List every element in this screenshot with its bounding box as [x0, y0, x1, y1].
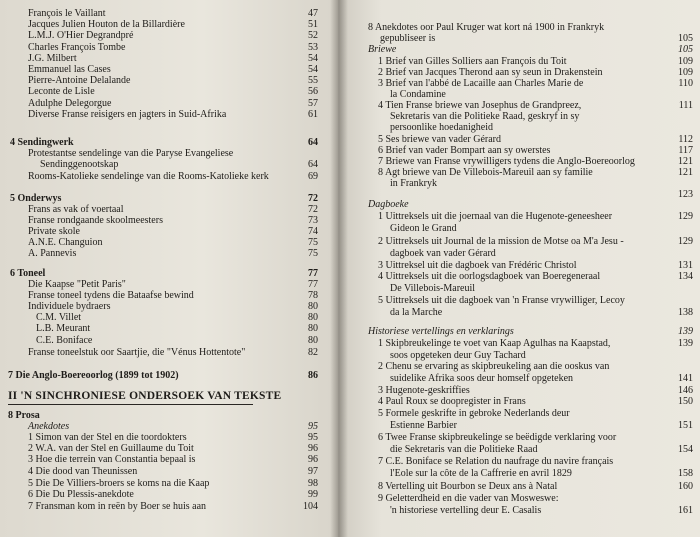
- toc-entry-page-number: 77: [308, 279, 318, 290]
- toc-entry-page-number: 72: [308, 193, 318, 204]
- book-gutter: [330, 0, 348, 537]
- toc-entry-title: in Frankryk: [390, 178, 437, 189]
- toc-entry-title: Franse toneel tydens die Bataafse bewind: [28, 290, 194, 301]
- toc-entry-title: Pierre-Antoine Delalande: [28, 75, 131, 86]
- toc-entry-page-number: 134: [678, 271, 693, 282]
- toc-entry-title: 5 Die De Villiers-broers se koms na die Kaap: [28, 478, 210, 489]
- section-rule: [8, 404, 253, 405]
- toc-entry-title: Sendinggenootskap: [40, 159, 119, 170]
- toc-entry-title: gepubliseer is: [380, 33, 436, 44]
- toc-entry-page-number: 117: [678, 145, 693, 156]
- toc-entry-title: Sekretaris van die Politieke Raad, geskryf in sy: [390, 111, 580, 122]
- toc-entry-title: Jacques Julien Houton de la Billardière: [28, 19, 185, 30]
- toc-entry-page-number: 141: [678, 373, 693, 384]
- toc-entry-title: Leconte de Lisle: [28, 86, 95, 97]
- toc-entry-title: 7 Die Anglo-Boereoorlog (1899 tot 1902): [8, 370, 179, 381]
- toc-entry-page-number: 111: [678, 100, 693, 111]
- toc-entry-title: Individuele bydraers: [28, 301, 111, 312]
- toc-entry-title: Diverse Franse reisigers en jagters in Suid-Afrika: [28, 109, 227, 120]
- toc-entry-page-number: 82: [308, 347, 318, 358]
- toc-entry-page-number: 154: [678, 444, 693, 455]
- toc-entry-page-number: 129: [678, 211, 693, 222]
- toc-entry-title: Frans as vak of voertaal: [28, 204, 124, 215]
- toc-entry-title: Gideon le Grand: [390, 223, 457, 234]
- toc-entry-page-number: 78: [308, 290, 318, 301]
- toc-entry-page-number: 54: [308, 64, 318, 75]
- toc-entry-title: 6 Brief van vader Bompart aan sy owerstes: [378, 145, 551, 156]
- toc-entry-title: François le Vaillant: [28, 8, 106, 19]
- toc-entry-page-number: 52: [308, 30, 318, 41]
- toc-entry-page-number: 99: [308, 489, 318, 500]
- toc-entry-page-number: 158: [678, 468, 693, 479]
- toc-entry-page-number: 123: [678, 189, 693, 200]
- toc-entry-page-number: 112: [678, 134, 693, 145]
- toc-entry-title: Emmanuel las Cases: [28, 64, 111, 75]
- toc-entry-page-number: 51: [308, 19, 318, 30]
- toc-entry-title: Die Kaapse "Petit Paris": [28, 279, 126, 290]
- toc-entry-title: 1 Simon van der Stel en die toordokters: [28, 432, 187, 443]
- toc-entry-title: persoonlike hoedanigheid: [390, 122, 494, 133]
- toc-entry-page-number: 139: [678, 326, 693, 337]
- toc-entry-page-number: 55: [308, 75, 318, 86]
- toc-entry-page-number: 109: [678, 56, 693, 67]
- toc-entry-page-number: 109: [678, 67, 693, 78]
- toc-entry-title: 4 Paul Roux se doopregister in Frans: [378, 396, 526, 407]
- toc-entry-page-number: 161: [678, 505, 693, 516]
- toc-entry-page-number: 56: [308, 86, 318, 97]
- toc-entry-title: A. Pannevis: [28, 248, 77, 259]
- toc-entry-title: 6 Die Du Plessis-anekdote: [28, 489, 134, 500]
- toc-entry-page-number: 105: [678, 33, 693, 44]
- toc-entry-page-number: 61: [308, 109, 318, 120]
- toc-entry-page-number: 75: [308, 237, 318, 248]
- toc-entry-page-number: 74: [308, 226, 318, 237]
- toc-entry-title: dagboek van vader Gérard: [390, 248, 496, 259]
- toc-entry-page-number: 57: [308, 98, 318, 109]
- toc-entry-page-number: 80: [308, 301, 318, 312]
- toc-entry-title: 2 Chenu se ervaring as skipbreukeling aan die ooskus van: [378, 361, 610, 372]
- toc-entry-title: Estienne Barbier: [390, 420, 457, 431]
- toc-entry-page-number: 80: [308, 335, 318, 346]
- toc-entry-page-number: 110: [678, 78, 693, 89]
- toc-entry-title: 3 Hoe die terrein van Constantia bepaal is: [28, 454, 196, 465]
- toc-entry-title: De Villebois-Mareuil: [390, 283, 476, 294]
- toc-entry-page-number: 139: [678, 338, 693, 349]
- toc-entry-title: 6 Toneel: [10, 268, 46, 279]
- toc-entry-title: J.G. Milbert: [28, 53, 77, 64]
- toc-entry-title: 3 Hugenote-geskriffies: [378, 385, 470, 396]
- toc-entry-title: 2 Uittreksels uit Journal de la mission de Motse oa M'a Jesu -: [378, 236, 624, 247]
- toc-entry-title: 4 Tien Franse briewe van Josephus de Grandpreez,: [378, 100, 582, 111]
- toc-entry-page-number: 98: [308, 478, 318, 489]
- toc-entry-title: 5 Ses briewe van vader Gérard: [378, 134, 502, 145]
- toc-entry-title: C.M. Villet: [36, 312, 82, 323]
- right-page: [338, 0, 700, 537]
- toc-entry-title: Private skole: [28, 226, 80, 237]
- toc-entry-title: 4 Die dood van Theunissen: [28, 466, 138, 477]
- toc-entry-title: 4 Sendingwerk: [10, 137, 74, 148]
- toc-entry-title: Anekdotes: [28, 421, 70, 432]
- left-page: [0, 0, 338, 537]
- toc-entry-title: L.B. Meurant: [36, 323, 91, 334]
- toc-entry-page-number: 47: [308, 8, 318, 19]
- toc-entry-page-number: 95: [308, 421, 318, 432]
- toc-entry-page-number: 80: [308, 323, 318, 334]
- toc-entry-title: 2 Brief van Jacques Therond aan sy seun in Drakenstein: [378, 67, 603, 78]
- toc-entry-page-number: 77: [308, 268, 318, 279]
- toc-entry-title: II 'N SINCHRONIESE ONDERSOEK VAN TEKSTE: [8, 390, 282, 402]
- toc-entry-page-number: 96: [308, 443, 318, 454]
- toc-entry-page-number: 121: [678, 167, 693, 178]
- toc-entry-title: soos opgeteken deur Guy Tachard: [390, 350, 526, 361]
- toc-entry-title: 8 Agt briewe van De Villebois-Mareuil aan sy familie: [378, 167, 593, 178]
- toc-entry-page-number: 73: [308, 215, 318, 226]
- toc-entry-title: 8 Anekdotes oor Paul Kruger wat kort ná 1900 in Frankryk: [368, 22, 605, 33]
- toc-entry-page-number: 150: [678, 396, 693, 407]
- toc-entry-title: Franse toneelstuk oor Saartjie, die "Vénus Hottentote": [28, 347, 246, 358]
- toc-entry-title: Historiese vertellings en verklarings: [368, 326, 514, 337]
- toc-entry-page-number: 69: [308, 171, 318, 182]
- toc-entry-page-number: 138: [678, 307, 693, 318]
- toc-entry-page-number: 96: [308, 454, 318, 465]
- toc-entry-title: 2 W.A. van der Stel en Guillaume du Toit: [28, 443, 194, 454]
- toc-entry-title: die Sekretaris van die Politieke Raad: [390, 444, 538, 455]
- toc-entry-page-number: 86: [308, 370, 318, 381]
- toc-entry-title: 8 Vertelling uit Bourbon se Deux ans à Natal: [378, 481, 558, 492]
- toc-entry-title: Briewe: [368, 44, 397, 55]
- toc-entry-page-number: 146: [678, 385, 693, 396]
- toc-entry-title: 7 C.E. Boniface se Relation du naufrage du navire français: [378, 456, 614, 467]
- toc-entry-title: A.N.E. Changuion: [28, 237, 103, 248]
- toc-entry-title: 5 Onderwys: [10, 193, 62, 204]
- toc-entry-page-number: 53: [308, 42, 318, 53]
- toc-entry-title: 1 Uittreksels uit die joernaal van die Hugenote-geneesheer: [378, 211, 613, 222]
- toc-entry-title: suidelike Afrika soos deur homself opgeteken: [390, 373, 574, 384]
- toc-entry-page-number: 160: [678, 481, 693, 492]
- toc-entry-title: 7 Briewe van Franse vrywilligers tydens die Anglo-Boereoorlog: [378, 156, 635, 167]
- toc-entry-page-number: 97: [308, 466, 318, 477]
- toc-entry-title: 8 Prosa: [8, 410, 40, 421]
- toc-entry-title: 3 Uittreksel uit die dagboek van Frédéric Christol: [378, 260, 577, 271]
- toc-entry-title: la Condamine: [390, 89, 446, 100]
- toc-entry-page-number: 151: [678, 420, 693, 431]
- toc-entry-title: 1 Skipbreukelinge te voet van Kaap Agulhas na Kaapstad,: [378, 338, 611, 349]
- toc-entry-page-number: 95: [308, 432, 318, 443]
- toc-entry-title: 1 Brief van Gilles Solliers aan François du Toit: [378, 56, 567, 67]
- toc-entry-title: Adulphe Delegorgue: [28, 98, 112, 109]
- toc-entry-title: 3 Brief van l'abbé de Lacaille aan Charles Marie de: [378, 78, 584, 89]
- toc-entry-title: 5 Uittreksels uit die dagboek van 'n Franse vrywilliger, Lecoy: [378, 295, 625, 306]
- toc-entry-page-number: 80: [308, 312, 318, 323]
- toc-entry-page-number: 104: [303, 501, 318, 512]
- toc-entry-page-number: 131: [678, 260, 693, 271]
- toc-entry-title: 6 Twee Franse skipbreukelinge se beëdigde verklaring voor: [378, 432, 617, 443]
- toc-entry-title: C.E. Boniface: [36, 335, 93, 346]
- toc-entry-page-number: 72: [308, 204, 318, 215]
- toc-entry-title: da la Marche: [390, 307, 443, 318]
- toc-entry-title: 'n historiese vertelling deur E. Casalis: [390, 505, 542, 516]
- toc-entry-title: 7 Fransman kom in reën by Boer se huis aan: [28, 501, 207, 512]
- toc-entry-title: 4 Uittreksels uit die oorlogsdagboek van Boeregeneraal: [378, 271, 601, 282]
- toc-entry-title: Franse rondgaande skoolmeesters: [28, 215, 163, 226]
- toc-entry-title: Charles François Tombe: [28, 42, 126, 53]
- toc-entry-title: 9 Geletterdheid en die vader van Mosweswe:: [378, 493, 559, 504]
- toc-entry-title: 5 Formele geskrifte in gebroke Nederlands deur: [378, 408, 570, 419]
- toc-entry-page-number: 54: [308, 53, 318, 64]
- toc-entry-title: Rooms-Katolieke sendelinge van die Rooms-Katolieke kerk: [28, 171, 269, 182]
- toc-entry-title: Dagboeke: [368, 199, 409, 210]
- toc-entry-page-number: 64: [308, 137, 318, 148]
- toc-entry-title: L.M.J. O'Hier Degrandpré: [28, 30, 134, 41]
- toc-entry-page-number: 129: [678, 236, 693, 247]
- toc-entry-page-number: 64: [308, 159, 318, 170]
- toc-entry-title: Protestantse sendelinge van die Paryse Evangeliese: [28, 148, 234, 159]
- toc-entry-page-number: 105: [678, 44, 693, 55]
- toc-entry-page-number: 75: [308, 248, 318, 259]
- toc-entry-title: l'Eole sur la côte de la Caffrerie en avril 1829: [390, 468, 572, 479]
- toc-entry-page-number: 121: [678, 156, 693, 167]
